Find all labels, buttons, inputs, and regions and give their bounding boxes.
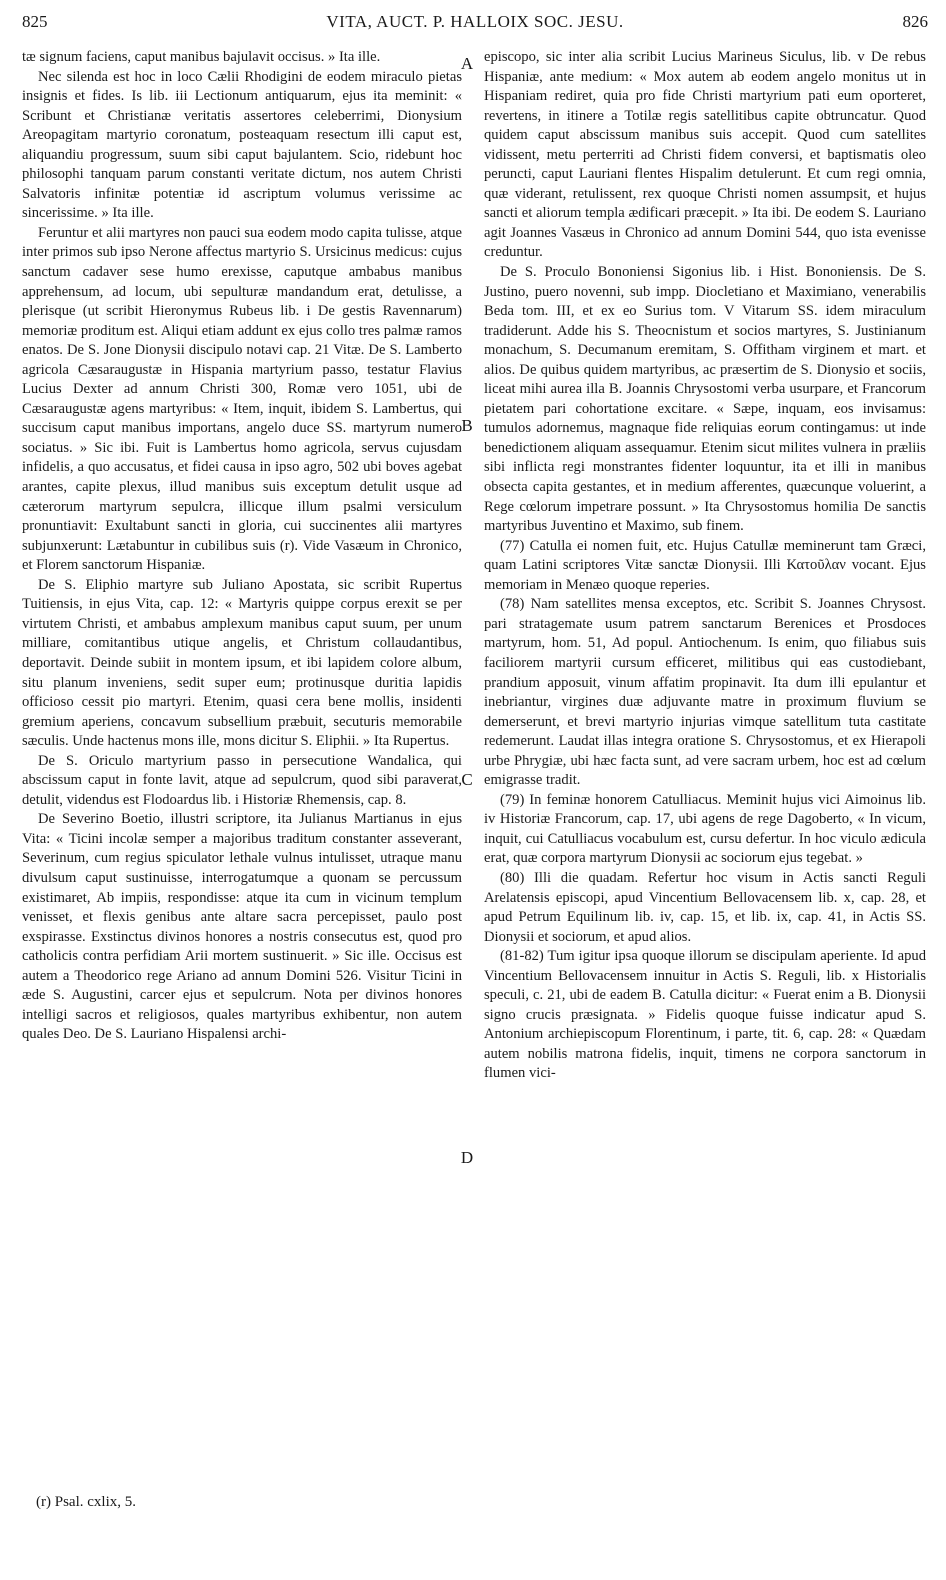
left-paragraph: Feruntur et alii martyres non pauci sua eodem modo capita tulisse, atque inter primos sub ipso Nerone affectus martyrio S. Ursicinus medicus: cujus sanctum cadaver sese humo erexisse, caputque ambabus manibus apprehensum, ad locum, ubi sepulturæ mandandum erat, detulisse, a plerisque (ut scribit Hieronymus Rubeus lib. i De gestis Ravennarum) memoriæ proditum est. Aliqui etiam addunt ex ejus collo tres palmæ ramos enatos. De S. Jone Dionysii discipulo notavi cap. 21 Vitæ. De S. Lamberto agricola Cæsaraugustæ in Hispania martyrium passo, testatur Flavius Lucius Dexter ad annum Christi 300, Romæ vero 1051, ubi de Cæsaraugustæ agens martyribus: « Item, inquit, ibidem S. Lambertus, qui succisum caput manibus importans, angelo duce SS. martyrum numero sociatus. » Sic ibi. Fuit is Lambertus homo agricola, servus cujusdam infidelis, a quo accusatus, et fidei causa in ipso agro, 502 ubi boves agebat arantes, capite plexus, illud manibus suis exceptum detulit usque ad cæterorum martyrum sepulcra, illicque illum psalmi versiculum pronuntiavit: Exultabunt sancti in gloria, cui succinentes alii martyres subjunxerunt: Lætabuntur in cubilibus suis (r). Vide Vasæum in Chronico, et Florem sanctorum Hispaniæ. bbox=[22, 224, 462, 574]
left-paragraph: De S. Eliphio martyre sub Juliano Apostata, sic scribit Rupertus Tuitiensis, in ejus Vita, cap. 12: « Martyris quippe corpus erexit se per virtutem Christi, et ambabus amplexum manibus caput suum, per unum milliare, comitantibus utique angelis, et Christum collaudantibus, deportavit. Deinde subiit in montem ipsum, et ibi lapidem colore album, situ planum inveniens, sedit super eum; protinusque duritia lapidis officioso cessit pio martyri. Etenim, quasi cera bene mollis, insidenti gremium aperiens, concavum subsellium præbuit, secuturis memorabile sæculis. Unde hactenus mons ille, mons dicitur S. Eliphii. » Ita Rupertus. bbox=[22, 576, 462, 750]
page-number-left: 825 bbox=[22, 12, 48, 31]
right-paragraph: episcopo, sic inter alia scribit Lucius Marineus Siculus, lib. v De rebus Hispaniæ, ante medium: « Mox autem ab eodem angelo monitus ut in Hispaniam rediret, quia pro fide Christi martyrium pati eum oporteret, revertens, in itinere a Totilæ regis satellitibus capite obtruncatur. Quod quidem caput abscissum manibus suis accepit. Quod cum satellites vidissent, metu perterriti ad Christi fidem conversi, et baptismatis oleo peruncti, caput Lauriani flentes Hispalim detulerunt. Et cum regi omnia, quæ viderant, retulissent, rex quoque Christi nomen assumpsit, et hujus sancti et aliorum templa ædificari præcepit. » Ita ibi. De eodem S. Lauriano agit Joannes Vasæus in Chronico ad annum Domini 544, quo ista evenisse creduntur. bbox=[484, 49, 926, 261]
right-paragraph: (78) Nam satellites mensa exceptos, etc. Scribit S. Joannes Chrysost. pari stratagemate usum patrem sanctarum Berenices et Prosdoces martyrum, hom. 51, Ad popul. Antiochenum. Is enim, quo filiabus suis faciliorem martyrii cursum efficeret, militibus qui eas custodiebant, prandium apposuit, vinum affatim propinavit. Ita dum illi epulantur et inebriantur, virgines duæ adjuvante matre in proximum fluvium se demerserunt, et brevi martyrio injurias vimque satellitum tuta castitate redemerunt. Laudat illas integra oratione S. Chrysostomus, et ex Hierapoli urbe Phrygiæ, ubi hæc facta sunt, ad vere sacram urbem, hoc est ad cœlum emigrasse tradit. bbox=[484, 596, 926, 789]
margin-letter-b: B bbox=[461, 416, 473, 435]
left-paragraph: Nec silenda est hoc in loco Cælii Rhodigini de eodem miraculo pietas insignis et fides. Is lib. iii Lectionum antiquarum, ejus ita meminit: « Scribunt et Christianæ veritatis assertores celeberrimi, Dionysium Areopagitam martyrio coronatum, posteaquam resectum illi caput est, aliquandiu progressum, suum sibi caput bajulantem. Scio, ridebunt hoc philosophi tanquam parum constanti veritate dictum, nos autem Christi Salvatoris infinitæ potentiæ id ascriptum volumus verissime ac sincerissime. » Ita ille. bbox=[22, 68, 462, 222]
running-header bbox=[22, 10, 928, 40]
margin-letter-a: A bbox=[460, 54, 474, 73]
left-paragraph: De S. Oriculo martyrium passo in persecutione Wandalica, qui abscissum caput in fonte lavit, atque ad sepulcrum, quod sibi paraverat, detulit, videndus est Flodoardus lib. i Historiæ Rhemensis, cap. 8. bbox=[22, 752, 462, 808]
left-column bbox=[22, 48, 462, 1045]
right-column bbox=[484, 48, 926, 1084]
page-number-right: 826 bbox=[902, 12, 928, 31]
right-paragraph: (80) Illi die quadam. Refertur hoc visum in Actis sancti Reguli Arelatensis episcopi, apud Vincentium Bellovacensem lib. x, cap. 28, et apud Petrum Equilinum lib. iv, cap. 15, et lib. ix, cap. 41, in Actis SS. Dionysii et sociorum, et apud alios. bbox=[484, 869, 926, 945]
right-paragraph: De S. Proculo Bononiensi Sigonius lib. i Hist. Bononiensis. De S. Justino, puero novenni, sub impp. Diocletiano et Maximiano, venerabilis Beda tom. III, et ex eo Surius tom. V Vitarum SS. idem miraculum tradiderunt. Adde his S. Theocnistum et socios martyres, S. Justinianum monachum, S. Decumanum eremitam, S. Offitham virginem et mart. et alios. De quibus quidem martyribus, ac præsertim de S. Dionysio et sociis, liceat mihi aurea illa B. Joannis Chrysostomi verba usurpare, et Francorum pietatem pari cohortatione excitare. « Sæpe, inquam, eos invisamus: tumulos adornemus, magnaque fide reliquias eorum contingamus: ut inde benedictionem aliquam assequamur. Etenim sicut milites vulnera in præliis sibi inflicta regi monstrantes fidenter loquuntur, ita et illi in manibus obsecta capita gestantes, et in medium afferentes, quæcunque voluerint, a Rege cœlorum impetrare possunt. » Ita Chrysostomus homilia De sanctis martyribus Juventino et Maximo, sub finem. bbox=[484, 264, 926, 535]
right-paragraph: (77) Catulla ei nomen fuit, etc. Hujus Catullæ meminerunt tam Græci, quam Latini scriptores Vitæ sanctæ Dionysii. Illi Κατοῦλαν vocant. Ejus memoriam in Menæo quoque reperies. bbox=[484, 537, 926, 593]
left-paragraph: De Severino Boetio, illustri scriptore, ita Julianus Martianus in ejus Vita: « Ticini incolæ semper a majoribus traditum constanter asseverant, Severinum, cum regius spiculator lethale vulnus intulisset, utraque manu divulsum caput sustinuisse, interrogatumque a quonam se percussum existimaret, Ab impiis, respondisse: atque ita cum in vicinum templum venisset, et flexis genibus ante altare sacra percepisset, paulo post exspirasse. Exstinctus divinos honores a nostris consecutus est, quod pro catholicis contra perfidiam Arii mortem sustinuerit. » Sic ille. Occisus est autem a Theodorico rege Ariano ad annum Domini 526. Visitur Ticini in æde S. Augustini, carcer ejus et sepulcrum. Nota per divinos honores intelligi sacros et religiosos, quales martyribus exhibentur, non autem quales Deo. De S. Lauriano Hispalensi archi- bbox=[22, 811, 462, 1043]
running-title: VITA, AUCT. P. HALLOIX SOC. JESU. bbox=[326, 12, 624, 31]
footnote: (r) Psal. cxlix, 5. bbox=[36, 1494, 136, 1510]
right-paragraph: (79) In feminæ honorem Catulliacus. Meminit hujus vici Aimoinus lib. iv Historiæ Francorum, cap. 17, ubi agens de rege Dagoberto, « In vicum, inquit, cui Catulliacus vocabulum est, cursu defertur. In hoc viculo ædicula erat, quæ corpora martyrum Dionysii ac sociorum ejus tegebat. » bbox=[484, 791, 926, 867]
left-paragraph: tæ signum faciens, caput manibus bajulavit occisus. » Ita ille. bbox=[22, 49, 381, 65]
right-paragraph: (81-82) Tum igitur ipsa quoque illorum se discipulam aperiente. Id apud Vincentium Bellovacensem innuitur in Actis S. Reguli, lib. x Historialis speculi, c. 21, ubi de eadem B. Catulla dicitur: « Fuerat enim a B. Dionysii signo crucis præsignata. » Fidelis quoque fuisse indicatur apud S. Antonium archiepiscopum Florentinum, i parte, tit. 6, cap. 28: « Quædam autem nobilis matrona fidelis, inquit, timens ne corpora sanctorum in flumen vici- bbox=[484, 948, 926, 1082]
margin-letter-d: D bbox=[460, 1148, 474, 1167]
margin-letter-c: C bbox=[461, 770, 473, 789]
